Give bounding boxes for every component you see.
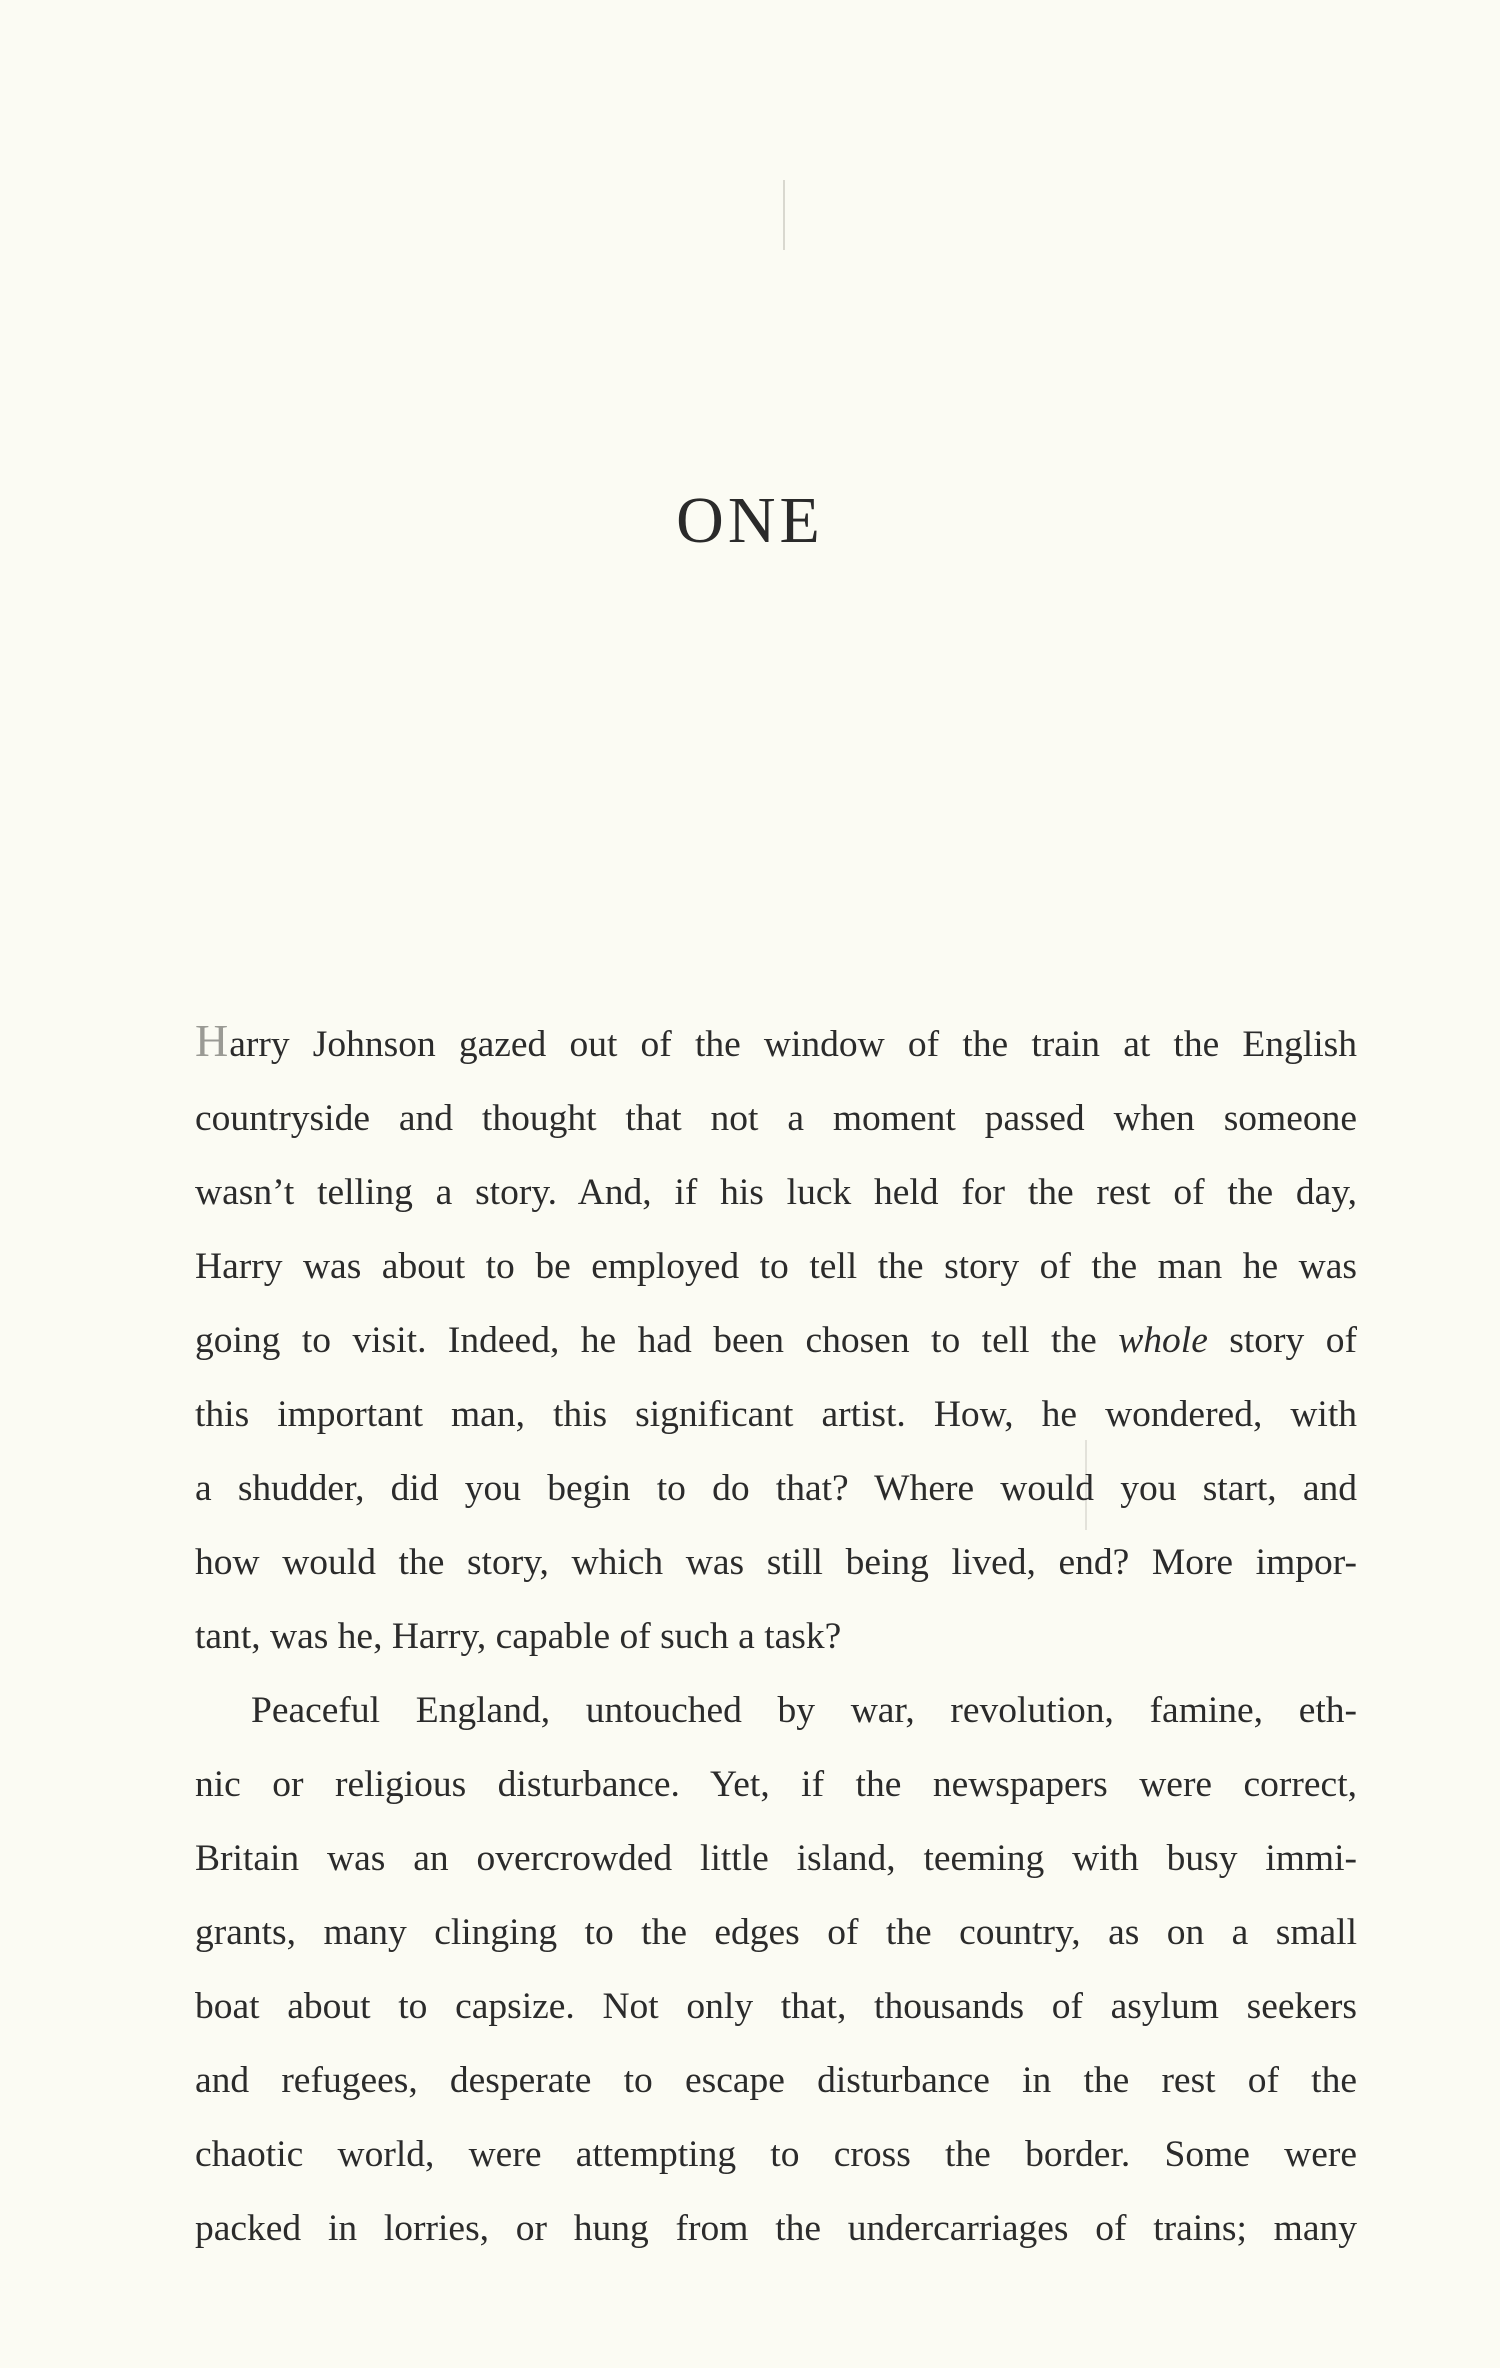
scan-artifact-line xyxy=(783,180,785,250)
text-line: a shudder, did you begin to do that? Where would you start, and xyxy=(195,1468,1357,1509)
text-line: wasn’t telling a story. And, if his luck held for the rest of the day, xyxy=(195,1172,1357,1213)
chapter-title: ONE xyxy=(676,484,824,557)
text-line: tant, was he, Harry, capable of such a task? xyxy=(195,1616,842,1657)
text-line: how would the story, which was still being lived, end? More impor- xyxy=(195,1542,1357,1583)
text-line: chaotic world, were attempting to cross the border. Some were xyxy=(195,2134,1357,2175)
text-line: countryside and thought that not a moment passed when someone xyxy=(195,1098,1357,1139)
text-line: Peaceful England, untouched by war, revolution, famine, eth- xyxy=(251,1690,1357,1731)
drop-cap: H xyxy=(195,1015,230,1066)
text-line: grants, many clinging to the edges of the country, as on a small xyxy=(195,1912,1357,1953)
text-line: Harry was about to be employed to tell the story of the man he was xyxy=(195,1246,1357,1287)
text-line: nic or religious disturbance. Yet, if the newspapers were correct, xyxy=(195,1764,1357,1805)
paragraph-2 xyxy=(195,1674,1357,2266)
text-line: this important man, this significant artist. How, he wondered, with xyxy=(195,1394,1357,1435)
text-line: and refugees, desperate to escape disturbance in the rest of the xyxy=(195,2060,1357,2101)
body-text xyxy=(195,1004,1357,2266)
italic-word: whole xyxy=(1118,1320,1208,1361)
text-line: Harry Johnson gazed out of the window of the train at the English xyxy=(195,1015,1357,1066)
text-line: going to visit. Indeed, he had been chosen to tell the whole story of xyxy=(195,1320,1357,1361)
text-line: Britain was an overcrowded little island, teeming with busy immi- xyxy=(195,1838,1357,1879)
text-line: packed in lorries, or hung from the undercarriages of trains; many xyxy=(195,2208,1357,2249)
text-line: boat about to capsize. Not only that, thousands of asylum seekers xyxy=(195,1986,1357,2027)
paragraph-1 xyxy=(195,1004,1357,1674)
